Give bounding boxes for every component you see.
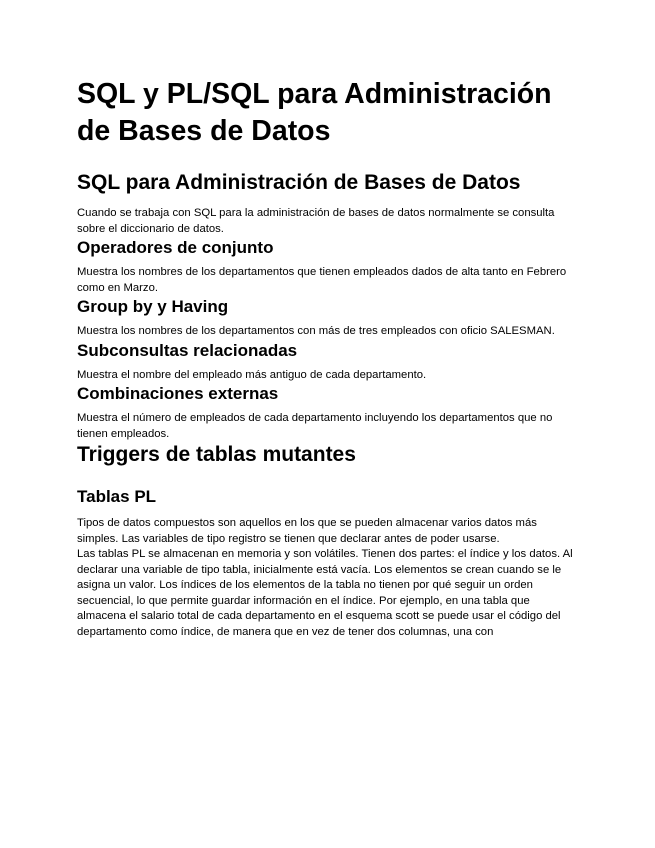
tablas-pl-paragraph-1: Tipos de datos compuestos son aquellos en los que se pueden almacenar varios datos más simples. Las variables de tipo registro se tienen que declarar antes de poder usarse.: [77, 517, 537, 545]
subsection-heading-tablas-pl: Tablas PL: [77, 487, 157, 506]
subsection-text-group-by: Muestra los nombres de los departamentos con más de tres empleados con oficio SALESMAN.: [77, 325, 555, 337]
tablas-pl-paragraph-2: Las tablas PL se almacenan en memoria y son volátiles. Tienen dos partes: el índice y los datos. Al declarar una variable de tipo tabla, inicialmente está vacía. Los elementos se crean cuando se le asigna un valor. Los índices de los elementos de la tabla no tienen por qué seguir un orden secuencial, lo que permite guardar información en el índice. Por ejemplo, en una tabla que almacena el salario total de cada departamento en el esquema scott se puede usar el código del departamento como índice, de manera que en vez de tener dos columnas, una con: [77, 548, 573, 638]
subsection-heading-subconsultas: Subconsultas relacionadas: [77, 340, 298, 360]
section-heading-sql: SQL para Administración de Bases de Datos: [77, 171, 521, 194]
subsection-text-subconsultas: Muestra el nombre del empleado más antiguo de cada departamento.: [77, 368, 427, 381]
subsection-heading-operadores: Operadores de conjunto: [77, 238, 274, 257]
document-title: SQL y PL/SQL para Administración de Bases de Datos: [77, 78, 552, 147]
section-heading-triggers: Triggers de tablas mutantes: [77, 443, 356, 466]
subsection-text-combinaciones: Muestra el número de empleados de cada departamento incluyendo los departamentos que no tienen empleados.: [77, 412, 553, 440]
subsection-text-operadores: Muestra los nombres de los departamentos que tienen empleados dados de alta tanto en Febrero como en Marzo.: [77, 266, 567, 294]
section-intro-sql: Cuando se trabaja con SQL para la administración de bases de datos normalmente se consulta sobre el diccionario de datos.: [77, 207, 555, 235]
subsection-heading-group-by: Group by y Having: [77, 297, 229, 316]
subsection-heading-combinaciones: Combinaciones externas: [77, 384, 279, 403]
